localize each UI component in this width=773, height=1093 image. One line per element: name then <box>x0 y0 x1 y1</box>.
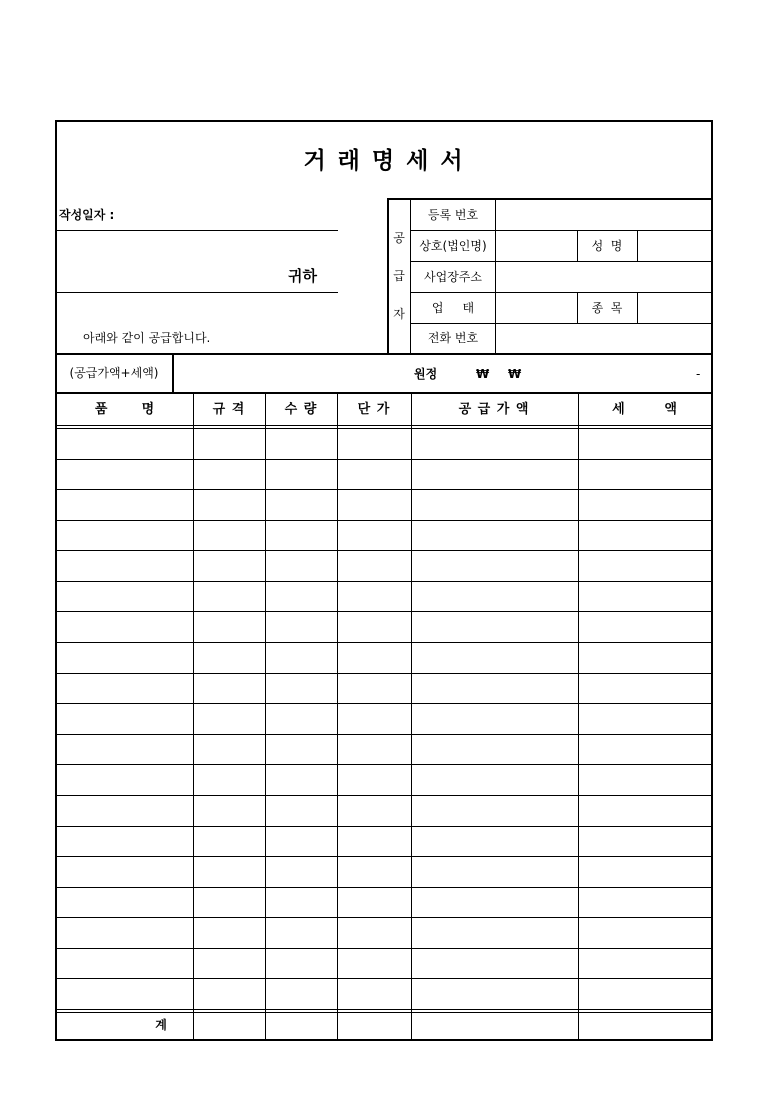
table-row <box>57 550 711 551</box>
table-row <box>57 887 711 888</box>
recipient-suffix: 귀하 <box>288 267 317 285</box>
item-label: 종 목 <box>591 301 623 315</box>
name-value-divider <box>637 230 638 262</box>
col-divider-4 <box>411 394 412 1040</box>
table-row <box>57 948 711 949</box>
col-header-qty: 수 량 <box>284 402 318 417</box>
table-header-bottom-2 <box>57 428 711 429</box>
address-label: 사업장주소 <box>424 270 482 284</box>
supplier-row-line-2 <box>410 261 712 262</box>
company-name-divider <box>577 230 578 262</box>
reg-no-label: 등록 번호 <box>427 208 479 222</box>
table-row <box>57 642 711 643</box>
phone-label: 전화 번호 <box>427 331 479 345</box>
supplier-row-line-4 <box>410 323 712 324</box>
currency-symbol-2: ₩ <box>508 367 522 381</box>
total-label-divider <box>172 353 174 394</box>
table-row <box>57 459 711 460</box>
sum-row-top <box>57 1009 711 1010</box>
table-row <box>57 734 711 735</box>
col-divider-3 <box>337 394 338 1040</box>
col-header-item: 품 명 <box>94 402 156 417</box>
table-row <box>57 581 711 582</box>
table-row <box>57 703 711 704</box>
date-underline <box>57 230 338 231</box>
table-row <box>57 520 711 521</box>
amount-label: 원정 <box>414 367 438 381</box>
supplier-label-divider <box>410 198 411 354</box>
frame-top <box>55 120 713 122</box>
table-row <box>57 611 711 612</box>
col-header-spec: 규 격 <box>212 402 246 417</box>
biz-type-label: 업 태 <box>431 301 475 315</box>
col-divider-1 <box>193 394 194 1040</box>
supplier-field-divider <box>495 198 496 354</box>
col-divider-2 <box>265 394 266 1040</box>
col-divider-5 <box>578 394 579 1040</box>
table-row <box>57 764 711 765</box>
supplier-row-line-3 <box>410 292 712 293</box>
frame-bottom <box>55 1039 713 1041</box>
currency-symbol-1: ₩ <box>476 367 490 381</box>
total-label: (공급가액+세액) <box>69 366 159 380</box>
item-value-divider <box>637 292 638 323</box>
title-divider <box>388 198 713 200</box>
document-title: 거 래 명 세 서 <box>303 148 465 174</box>
table-row <box>57 978 711 979</box>
sum-row-label: 계 <box>155 1018 167 1032</box>
table-row <box>57 795 711 796</box>
table-row <box>57 489 711 490</box>
supplier-label-char-1: 공 <box>393 231 405 245</box>
supplier-label-char-2: 급 <box>393 269 405 283</box>
supplier-left-border <box>387 198 389 354</box>
col-header-tax: 세 액 <box>612 402 678 417</box>
col-header-supply-amount: 공 급 가 액 <box>458 402 530 417</box>
amount-value: - <box>696 367 701 381</box>
table-row <box>57 917 711 918</box>
supply-notice: 아래와 같이 공급합니다. <box>83 331 211 345</box>
recipient-underline <box>57 292 338 293</box>
date-label: 작성일자 : <box>59 208 115 222</box>
table-row <box>57 673 711 674</box>
total-row-bottom <box>55 392 713 394</box>
sum-row-top-2 <box>57 1012 711 1013</box>
supplier-row-line-1 <box>410 230 712 231</box>
table-header-bottom <box>57 425 711 426</box>
name-label: 성 명 <box>591 239 623 253</box>
total-row-top <box>55 353 713 355</box>
col-header-unit-price: 단 가 <box>357 402 391 417</box>
supplier-label-char-3: 자 <box>393 307 405 321</box>
table-row <box>57 826 711 827</box>
company-label: 상호(법인명) <box>419 239 487 253</box>
frame-right <box>711 120 713 1041</box>
type-item-divider <box>577 292 578 323</box>
table-row <box>57 856 711 857</box>
